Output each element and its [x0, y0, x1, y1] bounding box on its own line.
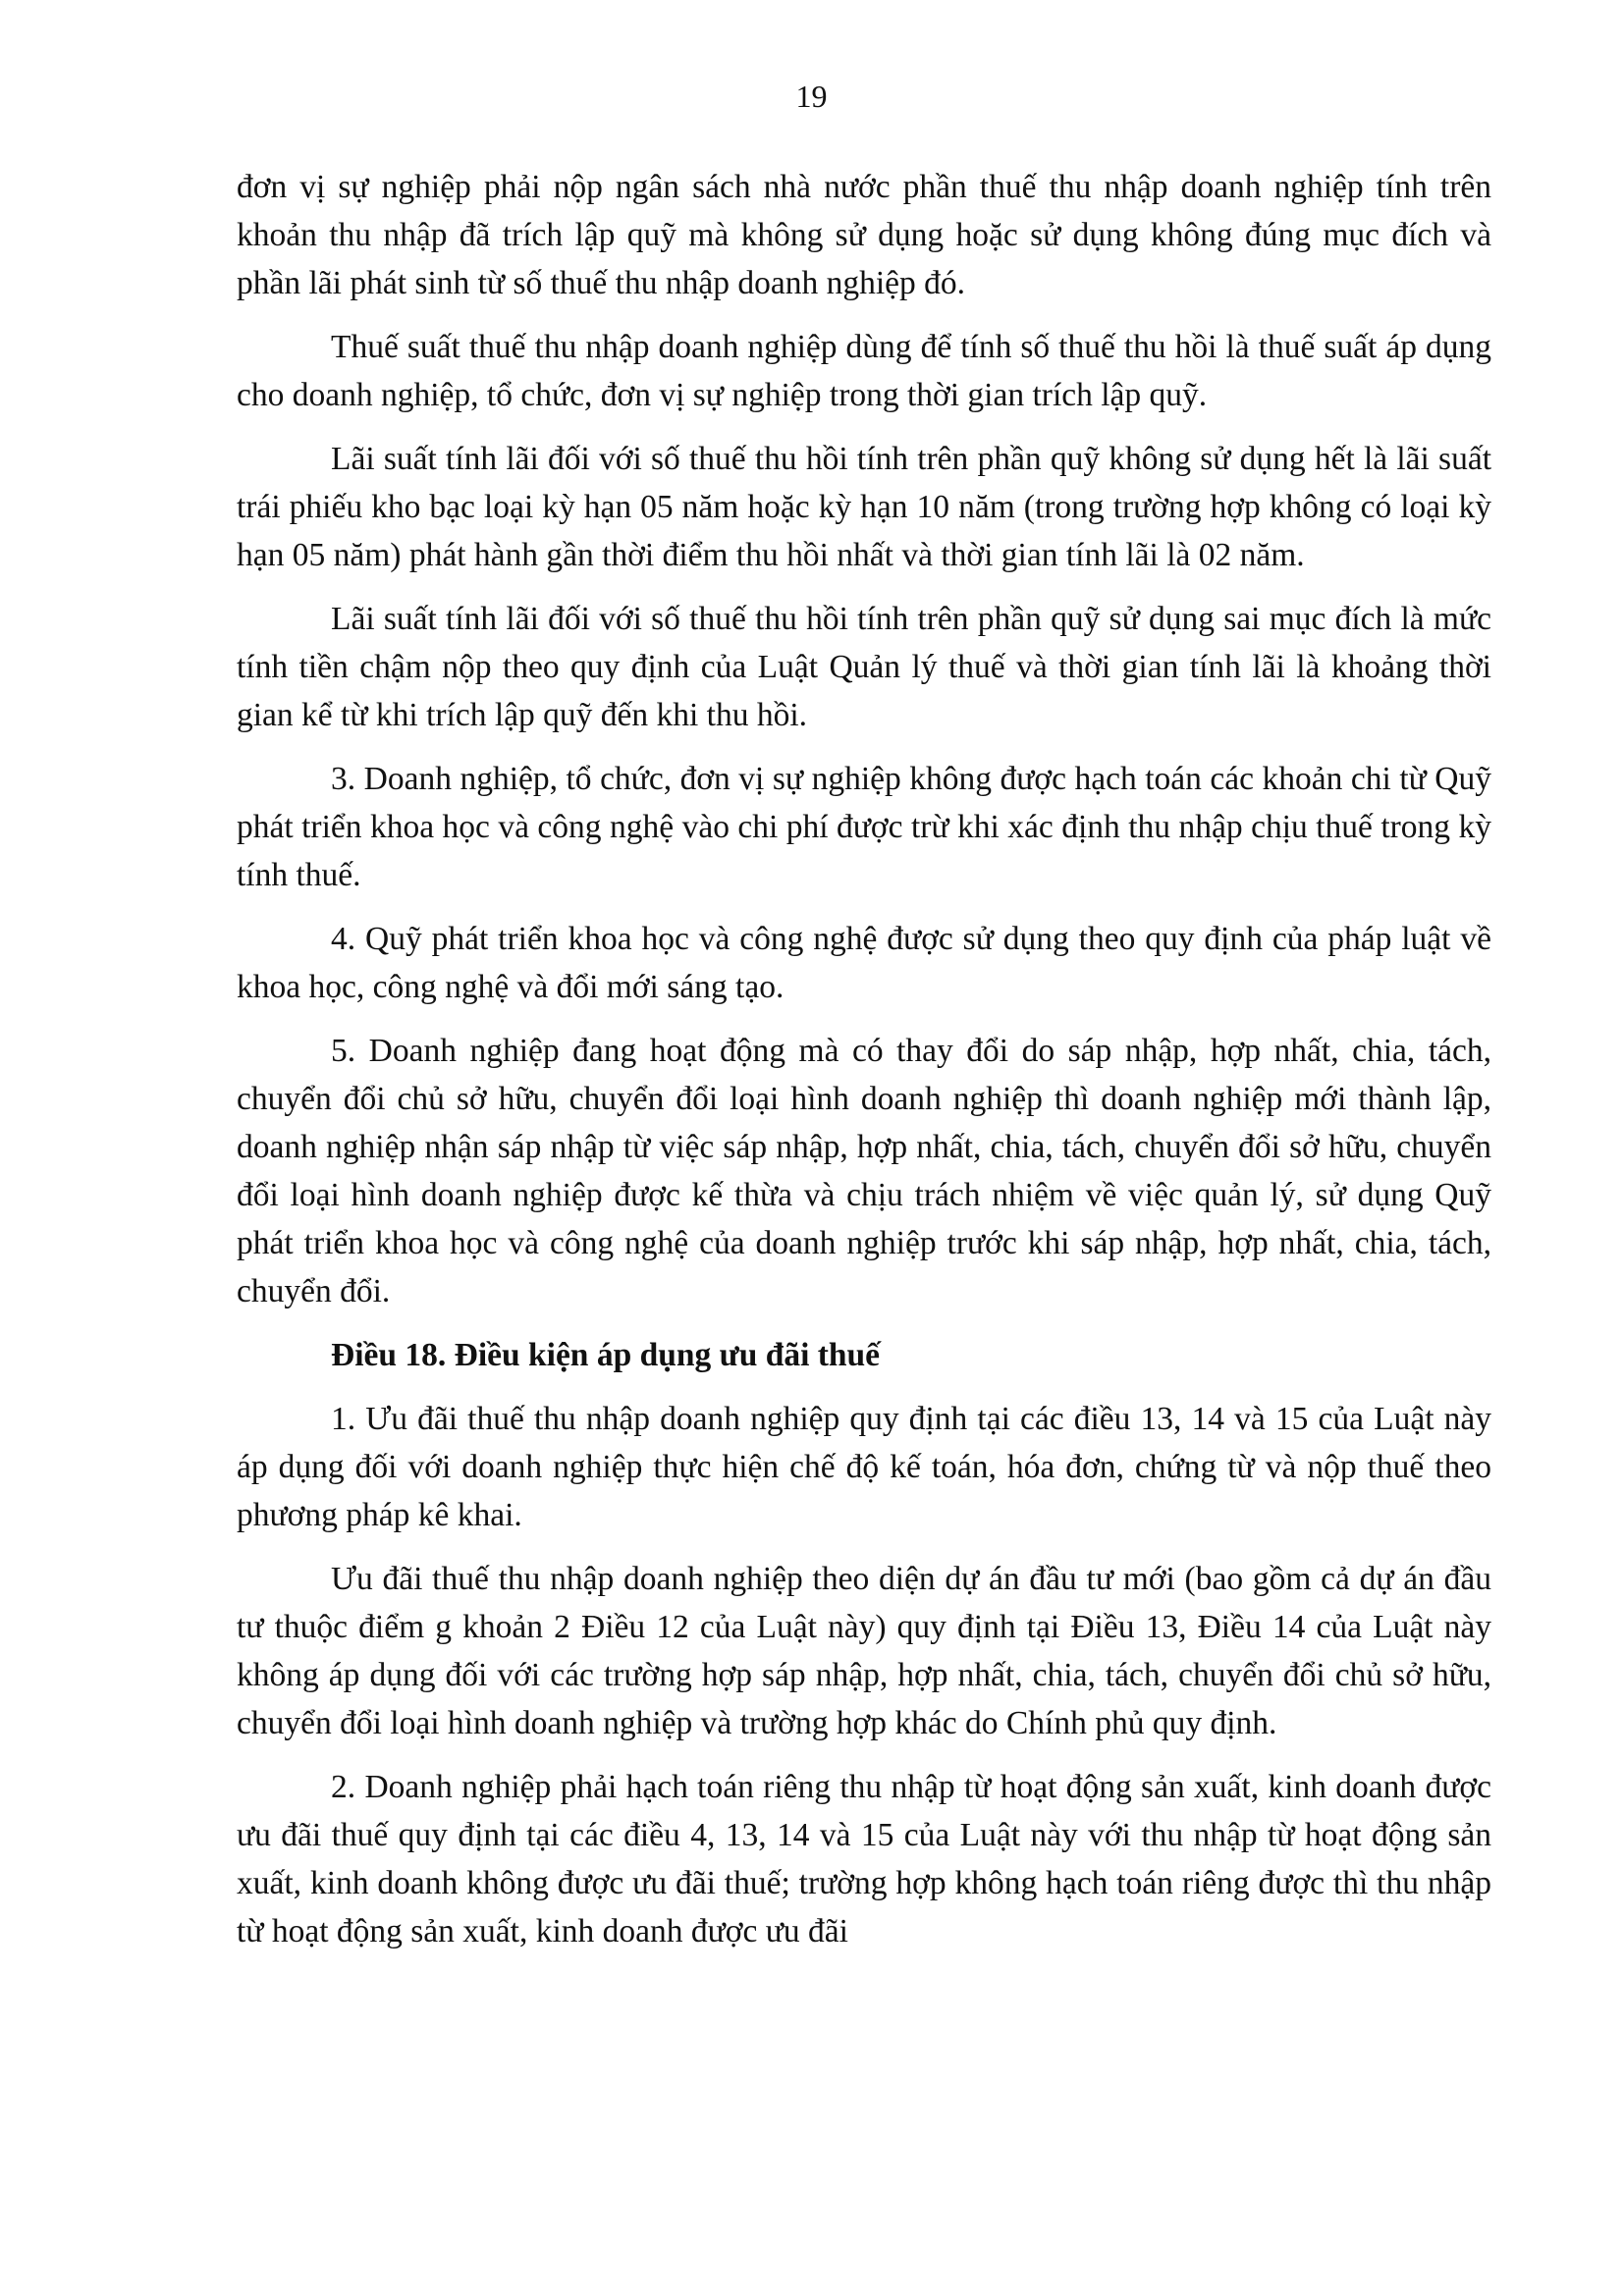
article-18-clause-2: 2. Doanh nghiệp phải hạch toán riêng thu nhập từ hoạt động sản xuất, kinh doanh được ưu đãi thuế quy định tại các điều 4, 13, 14 và 15 của Luật này với thu nhập từ hoạt động sản xuất, kinh doanh không được ưu đãi thuế; trường hợp không hạch toán riêng được thì thu nhập từ hoạt động sản xuất, kinh doanh được ưu đãi	[237, 1769, 1491, 1949]
paragraph-interest-misused: Lãi suất tính lãi đối với số thuế thu hồi tính trên phần quỹ sử dụng sai mục đích là mức tính tiền chậm nộp theo quy định của Luật Quản lý thuế và thời gian tính lãi là khoảng thời gian kể từ khi trích lập quỹ đến khi thu hồi.	[237, 601, 1491, 733]
paragraph-clause-4: 4. Quỹ phát triển khoa học và công nghệ được sử dụng theo quy định của pháp luật về khoa học, công nghệ và đổi mới sáng tạo.	[237, 921, 1491, 1005]
paragraph-continuation: đơn vị sự nghiệp phải nộp ngân sách nhà nước phần thuế thu nhập doanh nghiệp tính trên khoản thu nhập đã trích lập quỹ mà không sử dụng hoặc sử dụng không đúng mục đích và phần lãi phát sinh từ số thuế thu nhập doanh nghiệp đó.	[237, 169, 1491, 301]
article-18-clause-1: 1. Ưu đãi thuế thu nhập doanh nghiệp quy định tại các điều 13, 14 và 15 của Luật này áp dụng đối với doanh nghiệp thực hiện chế độ kế toán, hóa đơn, chứng từ và nộp thuế theo phương pháp kê khai.	[237, 1401, 1491, 1533]
paragraph-tax-rate: Thuế suất thuế thu nhập doanh nghiệp dùng để tính số thuế thu hồi là thuế suất áp dụng cho doanh nghiệp, tổ chức, đơn vị sự nghiệp trong thời gian trích lập quỹ.	[237, 329, 1491, 413]
paragraph-clause-3: 3. Doanh nghiệp, tổ chức, đơn vị sự nghiệp không được hạch toán các khoản chi từ Quỹ phát triển khoa học và công nghệ vào chi phí được trừ khi xác định thu nhập chịu thuế trong kỳ tính thuế.	[237, 761, 1491, 893]
page-number: 19	[795, 79, 828, 114]
article-18-heading: Điều 18. Điều kiện áp dụng ưu đãi thuế	[331, 1337, 881, 1373]
paragraph-interest-unused: Lãi suất tính lãi đối với số thuế thu hồi tính trên phần quỹ không sử dụng hết là lãi suất trái phiếu kho bạc loại kỳ hạn 05 năm hoặc kỳ hạn 10 năm (trong trường hợp không có loại kỳ hạn 05 năm) phát hành gần thời điểm thu hồi nhất và thời gian tính lãi là 02 năm.	[237, 441, 1491, 573]
article-18-clause-1-note: Ưu đãi thuế thu nhập doanh nghiệp theo diện dự án đầu tư mới (bao gồm cả dự án đầu tư thuộc điểm g khoản 2 Điều 12 của Luật này) quy định tại Điều 13, Điều 14 của Luật này không áp dụng đối với các trường hợp sáp nhập, hợp nhất, chia, tách, chuyển đổi chủ sở hữu, chuyển đổi loại hình doanh nghiệp và trường hợp khác do Chính phủ quy định.	[237, 1561, 1491, 1741]
document-body	[237, 163, 1491, 1971]
paragraph-clause-5: 5. Doanh nghiệp đang hoạt động mà có thay đổi do sáp nhập, hợp nhất, chia, tách, chuyển đổi chủ sở hữu, chuyển đổi loại hình doanh nghiệp thì doanh nghiệp mới thành lập, doanh nghiệp nhận sáp nhập từ việc sáp nhập, hợp nhất, chia, tách, chuyển đổi sở hữu, chuyển đổi loại hình doanh nghiệp được kế thừa và chịu trách nhiệm về việc quản lý, sử dụng Quỹ phát triển khoa học và công nghệ của doanh nghiệp trước khi sáp nhập, hợp nhất, chia, tách, chuyển đổi.	[237, 1033, 1491, 1309]
